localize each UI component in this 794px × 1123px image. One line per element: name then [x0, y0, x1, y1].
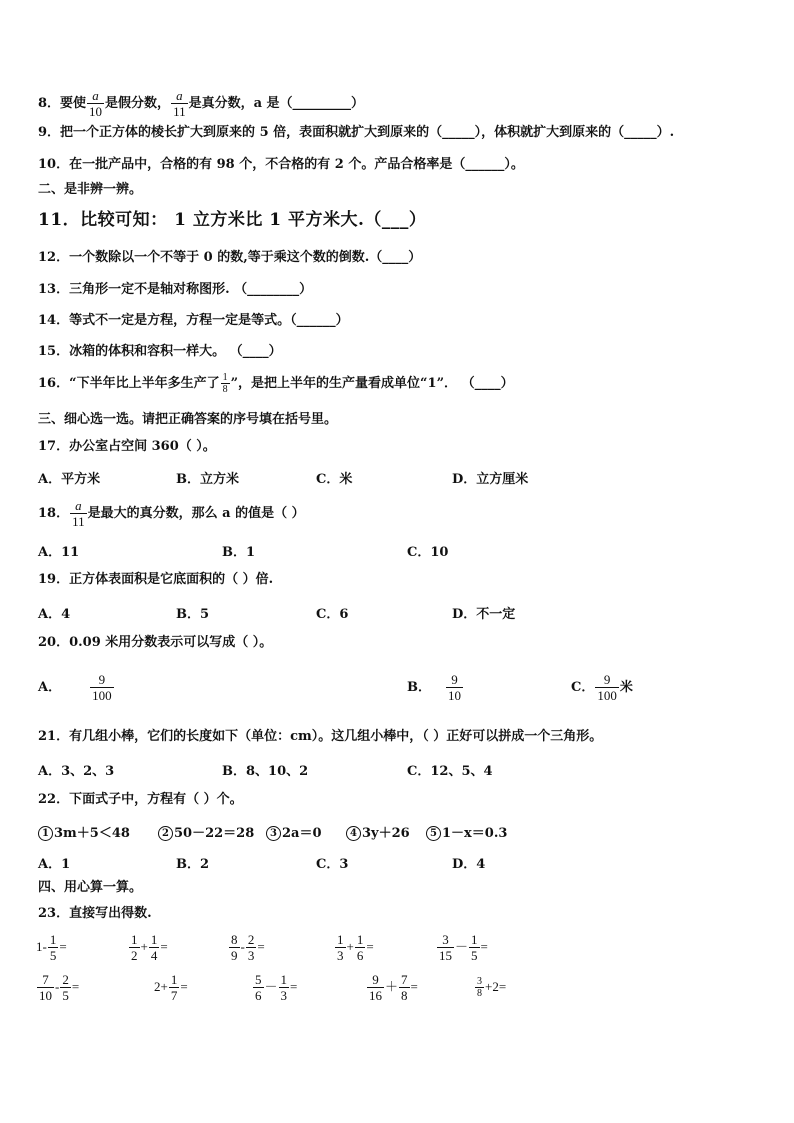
option-c: C．6: [316, 607, 349, 622]
fraction: $\frac{9}{10}$: [448, 672, 461, 703]
question-11: 11．比较可知： 1 立方米比 1 平方米大.（___）: [38, 210, 427, 230]
question-17: 17．办公室占空间 360（ ）。: [38, 439, 216, 454]
option-b: B．1: [222, 545, 256, 560]
question-19: 19．正方体表面积是它底面积的（ ）倍.: [38, 572, 274, 587]
option-d: D．不一定: [452, 607, 516, 622]
question-13: 13．三角形一定不是轴对称图形. （________）: [38, 282, 313, 297]
equation-item-1: 1 3m＋5＜48: [38, 822, 130, 841]
fraction: $\frac{a}{11}$: [72, 498, 85, 529]
option-c: C．3: [316, 857, 349, 872]
option-c: C．10: [407, 545, 449, 560]
question-12: 12．一个数除以一个不等于 0 的数,等于乘这个数的倒数.（____）: [38, 250, 422, 265]
equation-item-5: 5 1－x＝0.3: [426, 822, 507, 841]
fraction: $\frac{9}{100}$: [92, 672, 112, 703]
question-22: 22．下面式子中，方程有（ ）个。: [38, 792, 243, 807]
option-a: A．1: [38, 857, 71, 872]
option-b: B． $\frac{9}{10}$: [407, 672, 461, 703]
option-d: D．立方厘米: [452, 472, 529, 487]
option-a: A．平方米: [38, 472, 101, 487]
question-23: 23．直接写出得数.: [38, 906, 152, 921]
option-b: B．2: [176, 857, 210, 872]
calc-expression: $\frac{3}{8}$ +2=: [477, 976, 507, 999]
question-9: 9．把一个正方体的棱长扩大到原来的 5 倍，表面积就扩大到原来的（_____），体积就扩大到原来的（_____）.: [38, 125, 675, 140]
question-8: 8．要使 $\frac{a}{10}$ 是假分数， $\frac{a}{11}$ 是真分数，a 是（_________）: [38, 88, 365, 119]
option-d: D．4: [452, 857, 486, 872]
option-c: C．12、5、4: [407, 764, 493, 779]
option-b: B．立方米: [176, 472, 239, 487]
option-c: C．米: [316, 472, 353, 487]
fraction: $\frac{9}{100}$: [597, 672, 617, 703]
calc-expression: $\frac{8}{9}$ - $\frac{2}{3}$ =: [231, 932, 265, 963]
question-20: 20．0.09 米用分数表示可以写成（ ）。: [38, 635, 273, 650]
fraction: $\frac{a}{10}$: [89, 88, 103, 119]
option-b: B．8、10、2: [222, 764, 309, 779]
fraction: $\frac{1}{8}$: [222, 372, 228, 395]
equation-item-4: 4 3y＋26: [346, 822, 410, 841]
question-16: 16．“下半年比上半年多生产了 $\frac{1}{8}$ ”，是把上半年的生产量看成单位“1”． （____）: [38, 372, 514, 395]
calc-expression: $\frac{1}{2}$ + $\frac{1}{4}$ =: [131, 932, 168, 963]
question-15: 15．冰箱的体积和容积一样大。 （____）: [38, 344, 282, 359]
question-10: 10．在一批产品中，合格的有 98 个，不合格的有 2 个。产品合格率是（______）。: [38, 157, 524, 172]
section-4-heading: 四、用心算一算。: [38, 880, 143, 895]
calc-expression: $\frac{9}{16}$ ＋ $\frac{7}{8}$ =: [369, 972, 418, 1003]
calc-expression: 2+ $\frac{1}{7}$ =: [154, 972, 188, 1003]
option-a: A． $\frac{9}{100}$: [38, 672, 112, 703]
section-3-heading: 三、细心选一选。请把正确答案的序号填在括号里。: [38, 412, 338, 427]
question-18: 18． $\frac{a}{11}$ 是最大的真分数，那么 a 的值是（ ）: [38, 498, 305, 529]
option-a: A．3、2、3: [38, 764, 115, 779]
option-c: C． $\frac{9}{100}$ 米: [571, 672, 633, 703]
question-14: 14．等式不一定是方程，方程一定是等式。（______）: [38, 313, 349, 328]
calc-expression: $\frac{7}{10}$ - $\frac{2}{5}$ =: [39, 972, 80, 1003]
fraction: $\frac{a}{11}$: [173, 88, 186, 119]
calc-expression: $\frac{3}{15}$ － $\frac{1}{5}$ =: [439, 932, 488, 963]
option-b: B．5: [176, 607, 210, 622]
question-21: 21．有几组小棒，它们的长度如下（单位：cm）。这几组小棒中，（ ）正好可以拼成一个三角形。: [38, 729, 603, 744]
calc-expression: 1- $\frac{1}{5}$ =: [36, 932, 67, 963]
option-a: A．11: [38, 545, 80, 560]
section-2-heading: 二、是非辨一辨。: [38, 182, 143, 197]
equation-item-3: 3 2a＝0: [266, 822, 322, 841]
option-a: A．4: [38, 607, 71, 622]
equation-item-2: 2 50－22＝28: [158, 822, 254, 841]
calc-expression: $\frac{5}{6}$ － $\frac{1}{3}$ =: [255, 972, 298, 1003]
calc-expression: $\frac{1}{3}$ + $\frac{1}{6}$ =: [337, 932, 374, 963]
